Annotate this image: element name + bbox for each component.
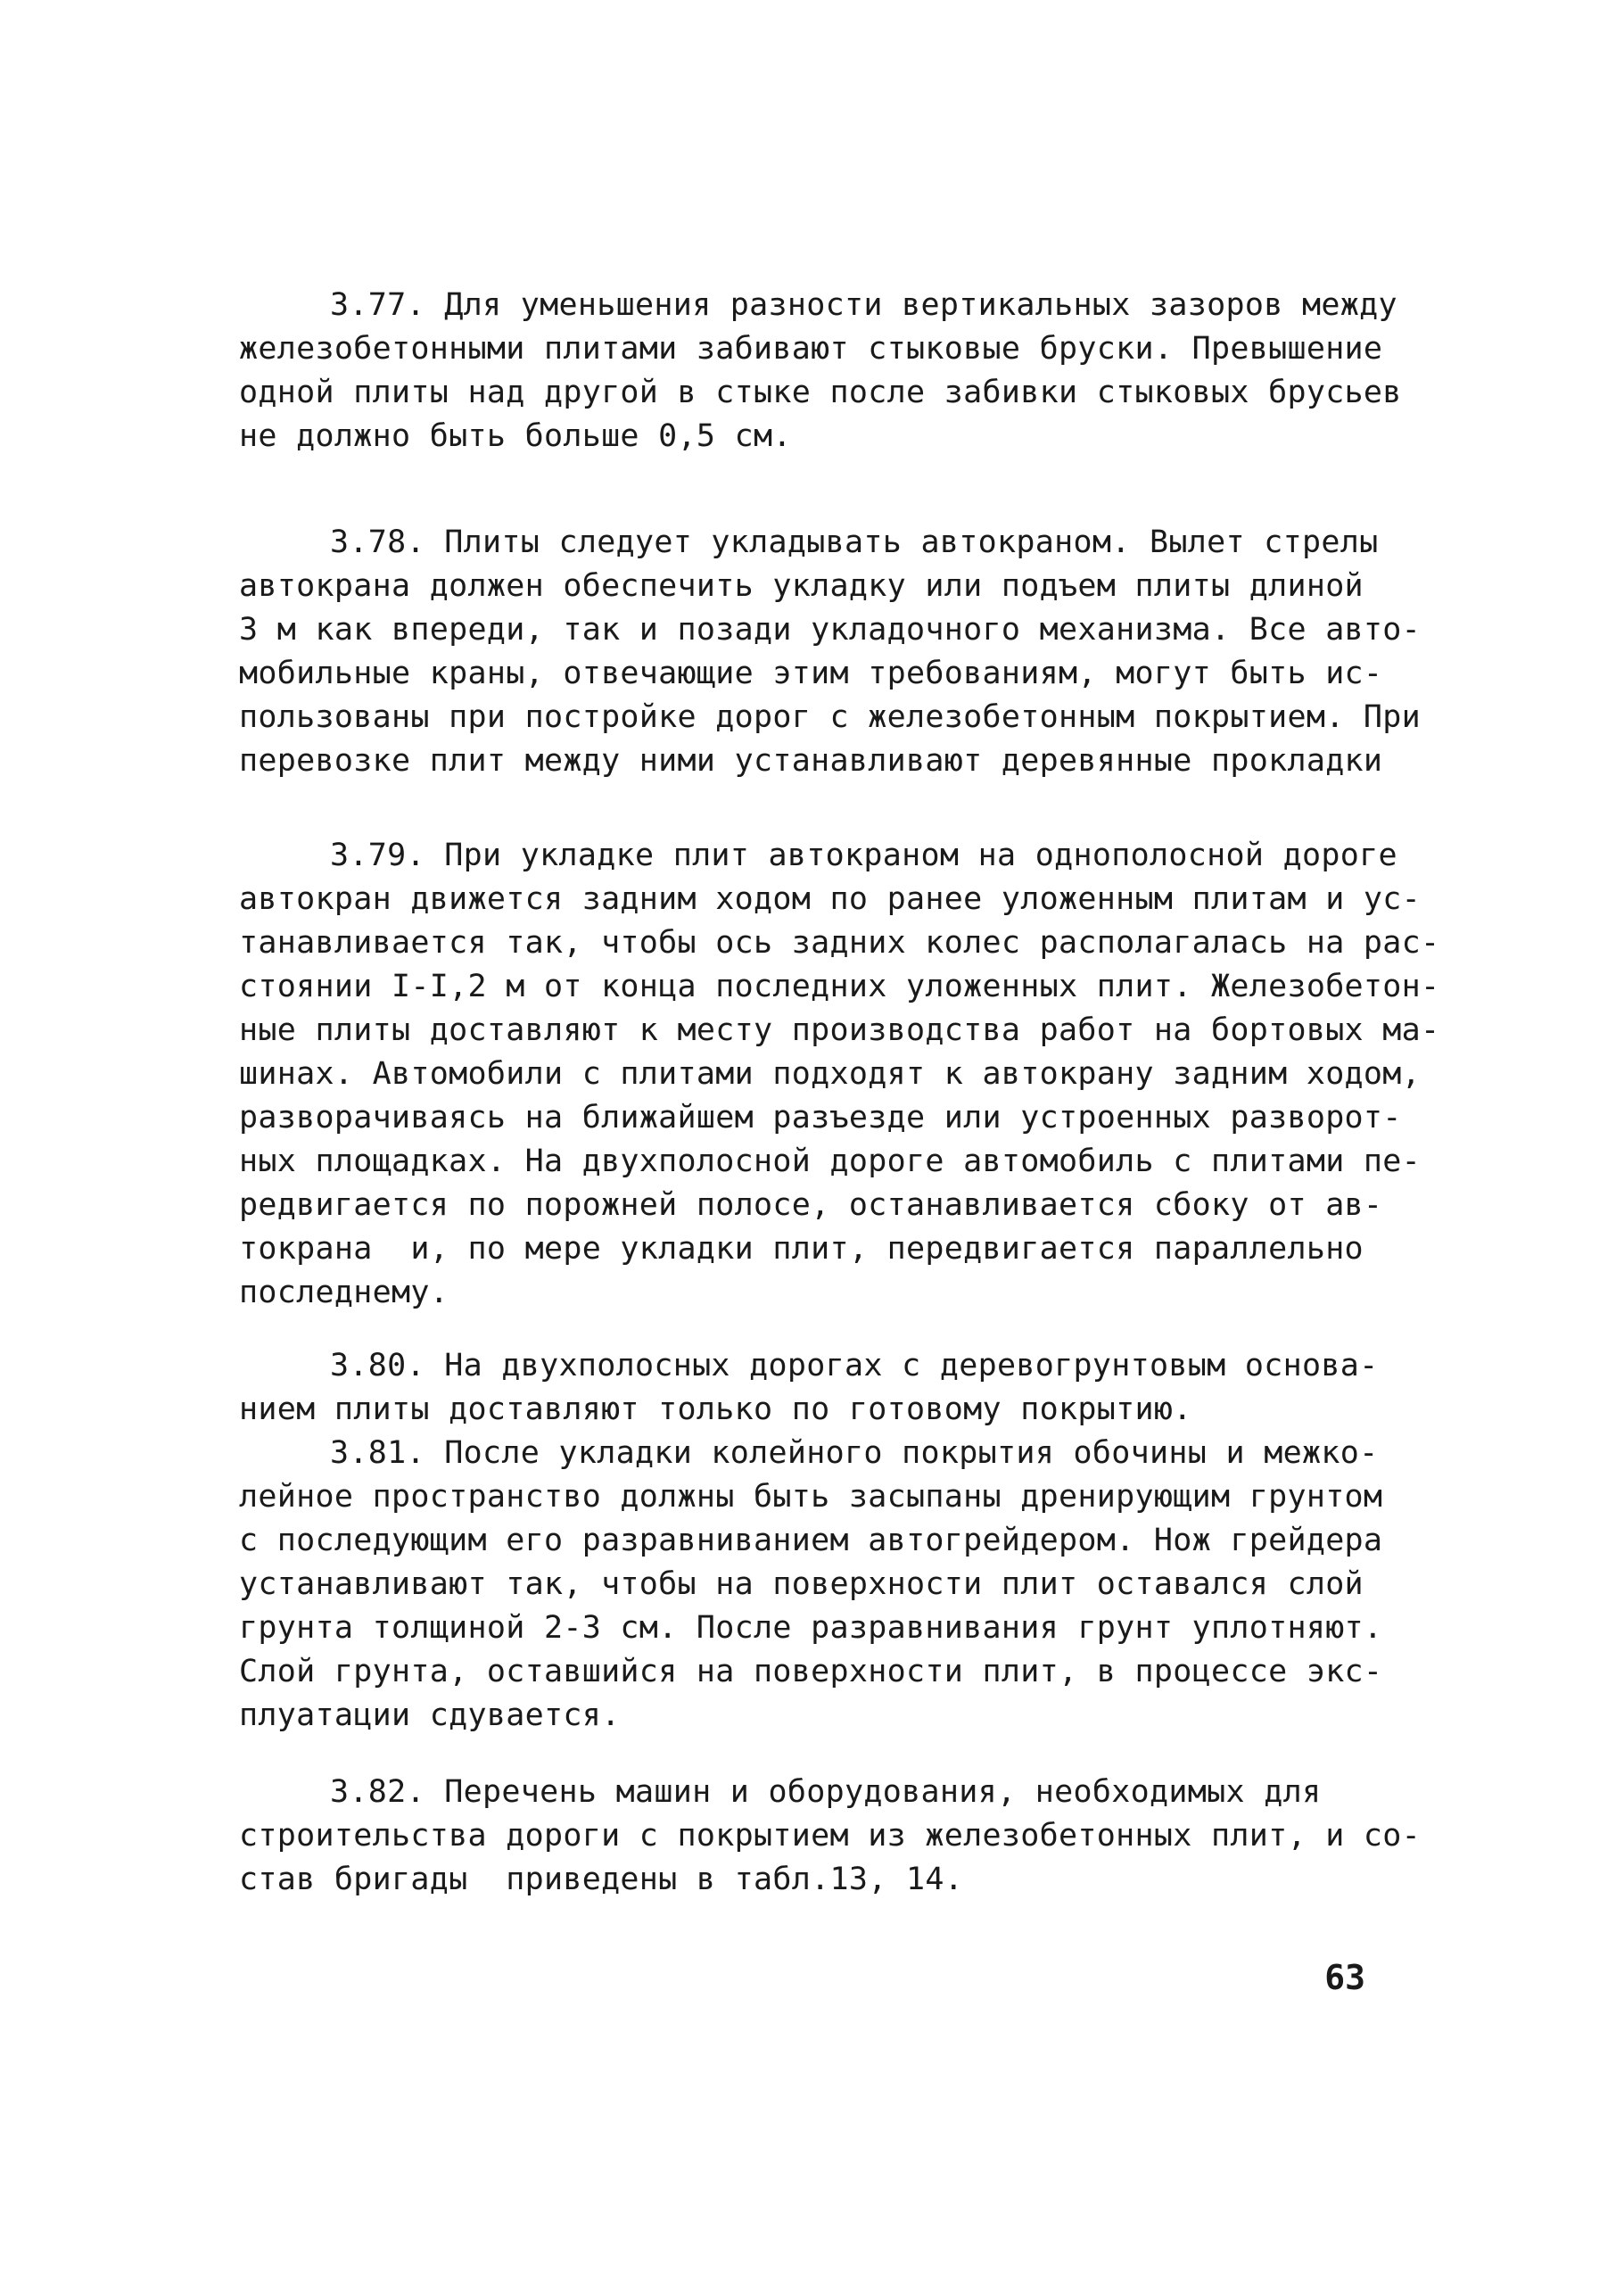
text-line: 3.81. После укладки колейного покрытия обочины и межко- (330, 1435, 1379, 1471)
paragraph-3-79 (239, 834, 1440, 1315)
paragraph-3-80 (239, 1344, 1381, 1432)
text-line: 3.79. При укладке плит автокраном на однополосной дороге (330, 838, 1397, 873)
text-line: стоянии I-I,2 м от конца последних уложенных плит. Железобетон- (239, 969, 1440, 1004)
text-line: пользованы при постройке дорог с железобетонным покрытием. При (239, 699, 1422, 735)
text-line: устанавливают так, чтобы на поверхности плит оставался слой (239, 1566, 1364, 1602)
text-line: танавливается так, чтобы ось задних колес располагалась на рас- (239, 925, 1440, 961)
text-line: редвигается по порожней полосе, останавливается сбоку от ав- (239, 1187, 1383, 1223)
text-line: лейное пространство должны быть засыпаны дренирующим грунтом (239, 1479, 1383, 1515)
text-line: перевозке плит между ними устанавливают деревянные прокладки (239, 743, 1383, 779)
text-line: автокран движется задним ходом по ранее уложенным плитам и ус- (239, 881, 1422, 917)
paragraph-3-78 (239, 521, 1422, 783)
paragraph-3-77 (239, 284, 1402, 458)
text-line: последнему. (239, 1275, 449, 1310)
text-line: 3.77. Для уменьшения разности вертикальных зазоров между (330, 287, 1397, 323)
text-line: строительства дороги с покрытием из железобетонных плит, и со- (239, 1818, 1422, 1854)
text-line: плуатации сдувается. (239, 1697, 621, 1733)
paragraph-3-81 (239, 1432, 1381, 1738)
text-line: Слой грунта, оставшийся на поверхности плит, в процессе экс- (239, 1654, 1383, 1689)
text-line: ные плиты доставляют к месту производства работ на бортовых ма- (239, 1012, 1440, 1048)
text-line: нием плиты доставляют только по готовому покрытию. (239, 1392, 1192, 1427)
text-line: 3.78. Плиты следует укладывать автокраном. Вылет стрелы (330, 524, 1379, 560)
paragraph-3-82 (239, 1771, 1422, 1902)
text-line: 3.82. Перечень машин и оборудования, необходимых для (330, 1774, 1322, 1810)
text-line: шинах. Автомобили с плитами подходят к автокрану задним ходом, (239, 1056, 1422, 1092)
text-line: 3 м как впереди, так и позади укладочного механизма. Все авто- (239, 612, 1422, 648)
text-line: токрана и, по мере укладки плит, передвигается параллельно (239, 1231, 1364, 1267)
text-line: одной плиты над другой в стыке после забивки стыковых брусьев (239, 375, 1402, 410)
text-line: автокрана должен обеспечить укладку или подъем плиты длиной (239, 568, 1364, 604)
text-line: разворачиваясь на ближайшем разъезде или устроенных разворот- (239, 1100, 1402, 1136)
text-line: железобетонными плитами забивают стыковые бруски. Превышение (239, 331, 1383, 367)
text-line: грунта толщиной 2-3 см. После разравнивания грунт уплотняют. (239, 1610, 1383, 1646)
text-line: не должно быть больше 0,5 см. (239, 418, 792, 454)
text-line: ных площадках. На двухполосной дороге автомобиль с плитами пе- (239, 1144, 1422, 1179)
text-line: мобильные краны, отвечающие этим требованиям, могут быть ис- (239, 656, 1383, 691)
text-line: 3.80. На двухполосных дорогах с деревогрунтовым основа- (330, 1348, 1379, 1383)
text-line: с последующим его разравниванием автогрейдером. Нож грейдера (239, 1523, 1383, 1558)
text-line: став бригады приведены в табл.13, 14. (239, 1862, 964, 1897)
page-number: 63 (1324, 1958, 1365, 1997)
